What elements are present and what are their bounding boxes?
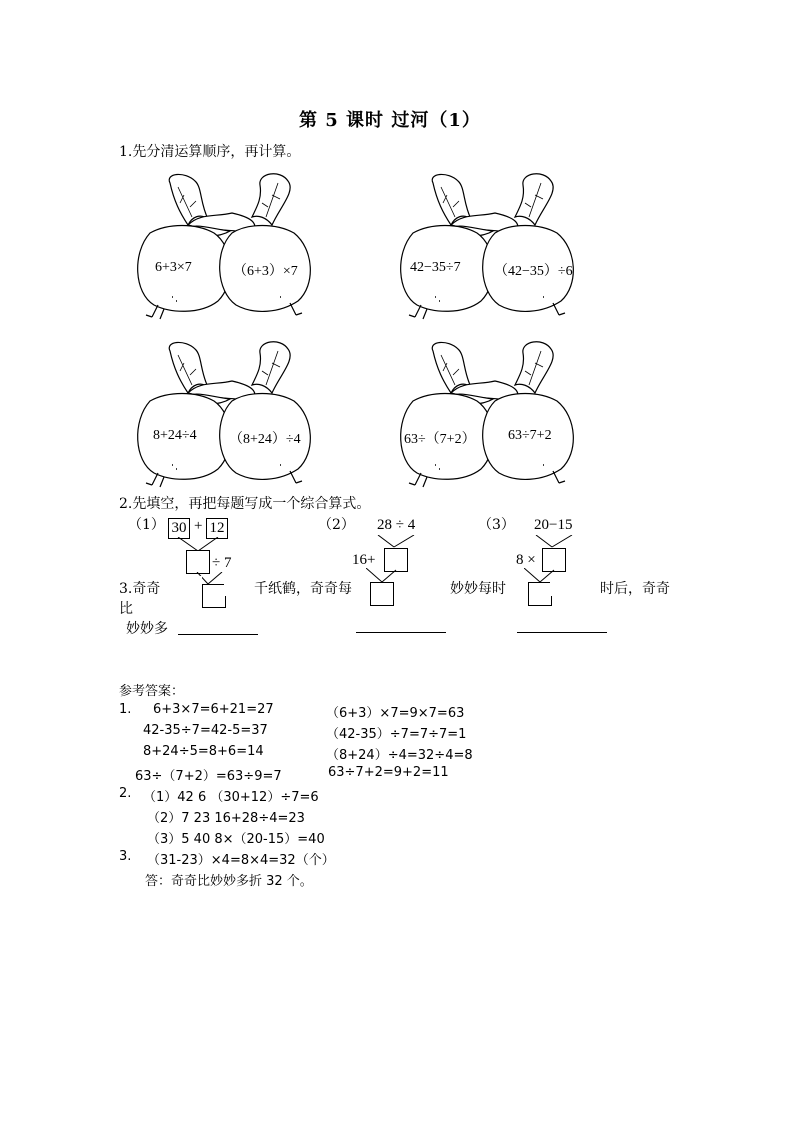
expression-right: （8+24）÷4	[229, 432, 301, 447]
q2-heading: 2.先填空，再把每题写成一个综合算式。	[119, 496, 371, 512]
radish-pair-4	[398, 336, 598, 496]
q2-part1-box-b	[206, 518, 228, 539]
answer-1-row-2-right: （42-35）÷7=7÷7=1	[326, 727, 467, 742]
q2-part1-answer-line[interactable]	[178, 634, 258, 635]
q2-part3-label: （3）	[478, 517, 515, 533]
answer-1-row-4-right: 63÷7+2=9+2=11	[328, 765, 449, 780]
q3-text-3: 妙妙每时	[450, 581, 506, 597]
overlap-mask	[170, 576, 202, 596]
q2-part1-box-a	[168, 518, 190, 539]
q3-text-1: 3.奇奇	[119, 581, 161, 597]
q3-text-4: 时后，奇奇	[600, 581, 670, 597]
q2-part1-value-a: 30	[171, 520, 187, 536]
answer-3-number: 3.	[119, 849, 132, 864]
q3-text-2: 千纸鹤，奇奇每	[254, 581, 352, 597]
q2-part1-operator: +	[194, 518, 203, 534]
radish-pair-1	[135, 168, 335, 328]
answer-2-row-1: （1）42 6 （30+12）÷7=6	[143, 790, 319, 805]
answer-2-number: 2.	[119, 786, 132, 801]
expression-right: （6+3）×7	[233, 264, 298, 279]
q2-part1-after: ÷ 7	[212, 555, 232, 571]
answer-1-row-3-left: 8+24÷5=8+6=14	[143, 744, 264, 759]
expression-right: （42−35）÷6	[494, 264, 573, 279]
q2-part1-value-b: 12	[209, 520, 225, 536]
q2-part1-label: （1）	[128, 517, 165, 533]
answer-1-row-1-right: （6+3）×7=9×7=63	[326, 706, 465, 721]
radish-illustration	[393, 336, 583, 491]
q3-text-6: 妙妙多	[126, 621, 168, 637]
q2-part2-answer-box-2-overlay	[370, 582, 394, 606]
q2-part2-label: （2）	[318, 517, 355, 533]
expression-left: 42−35÷7	[410, 260, 461, 275]
answer-1-row-4-left: 63÷（7+2）=63÷9=7	[135, 769, 282, 784]
q2-part2-left: 16+	[352, 552, 376, 568]
expression-right: 63÷7+2	[508, 428, 552, 443]
expression-left: 63÷（7+2）	[404, 432, 476, 447]
radish-illustration	[130, 336, 320, 491]
q2-part3-answer-box-2-overlay	[528, 582, 552, 606]
overlap-mask	[516, 576, 528, 596]
answer-2-row-2: （2）7 23 16+28÷4=23	[147, 811, 305, 826]
answer-1-row-1-left: 6+3×7=6+21=27	[153, 702, 274, 717]
expression-left: 8+24÷4	[153, 428, 197, 443]
q2-part2-top: 28 ÷ 4	[377, 517, 416, 533]
radish-pair-3	[135, 336, 335, 496]
q3-text-5: 比	[119, 601, 133, 617]
answer-3-expression: （31-23）×4=8×4=32（个）	[147, 853, 335, 868]
overlap-mask	[550, 576, 600, 596]
answer-1-row-2-left: 42-35÷7=42-5=37	[143, 723, 268, 738]
answers-heading: 参考答案：	[119, 684, 185, 699]
radish-illustration	[130, 168, 320, 323]
q2-part2-answer-line[interactable]	[356, 632, 446, 633]
expression-left: 6+3×7	[155, 260, 192, 275]
answer-1-number: 1.	[119, 702, 132, 717]
q2-part1-answer-box-2-overlay	[202, 584, 226, 608]
q1-heading: 1.先分清运算顺序，再计算。	[119, 144, 301, 160]
answer-3-reply: 答：奇奇比妙妙多折 32 个。	[145, 874, 313, 889]
answer-1-row-3-right: （8+24）÷4=32÷4=8	[326, 748, 473, 763]
page-title: 第 5 课时 过河（1）	[299, 110, 481, 131]
q2-part1-answer-box-1[interactable]	[186, 550, 210, 574]
radish-illustration	[393, 168, 583, 323]
q2-part3-left: 8 ×	[516, 552, 536, 568]
q2-part3-top: 20−15	[534, 517, 573, 533]
q2-part3-answer-line[interactable]	[517, 632, 607, 633]
radish-pair-2	[398, 168, 598, 328]
answer-2-row-3: （3）5 40 8×（20-15）=40	[147, 832, 325, 847]
overlap-mask	[224, 576, 254, 596]
